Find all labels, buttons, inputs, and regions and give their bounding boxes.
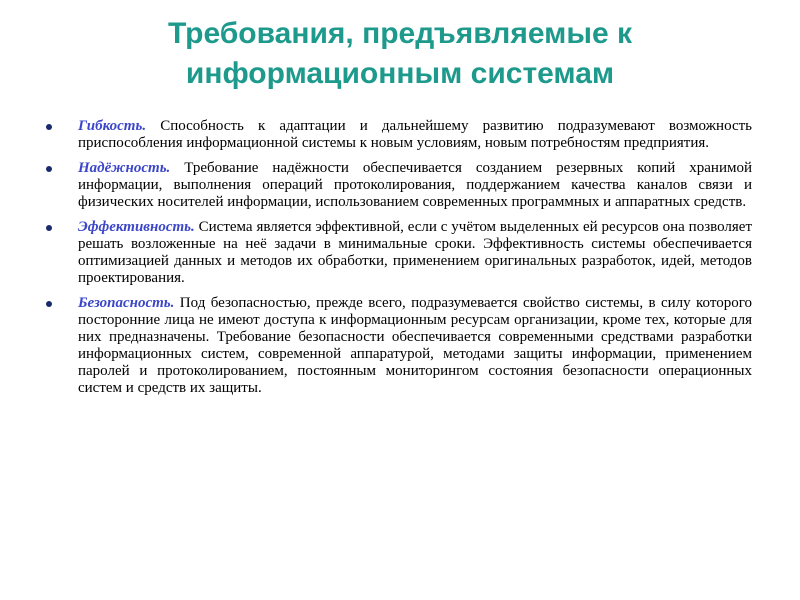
bullet-dot-icon [46,124,52,130]
bullet-item-reliability [44,160,752,211]
bullet-term: Эффективность. [78,219,195,235]
bullet-text: Способность к адаптации и дальнейшему развитию подразумевают возможность приспособления информационной системы к новым условиям, новым потребностям предприятия. [78,118,752,151]
bullet-item-efficiency [44,219,752,287]
slide-title [40,14,760,94]
bullet-item-flexibility [44,118,752,152]
bullet-text: Система является эффективной, если с учётом выделенных ей ресурсов она позволяет решать возложенные на неё задачи в минимальные сроки. Эффективность системы обеспечивается оптимизацией данных и методов их обработки, применением оригинальных разработок, идей, методов проектирования. [78,219,752,286]
bullet-list [44,118,752,405]
title-line-1: Требования, предъявляемые к [167,17,633,50]
bullet-item-security [44,295,752,397]
bullet-text: Под безопасностью, прежде всего, подразумевается свойство системы, в силу которого посторонние лица не имеют доступа к информационным ресурсам организации, кроме тех, которые для них предназначены. Требование безопасности обеспечивается современными средствами разработки информационных систем, современной аппаратурой, методами защиты информации, применением паролей и протоколированием, постоянным мониторингом состояния безопасности операционных систем и средств их защиты. [78,295,752,396]
bullet-term: Безопасность. [78,295,175,311]
bullet-term: Гибкость. [78,118,147,134]
bullet-term: Надёжность. [78,160,171,176]
title-line-2: информационным системам [185,57,615,90]
bullet-text: Требование надёжности обеспечивается созданием резервных копий хранимой информации, выполнения операций протоколирования, поддержанием качества каналов связи и физических носителей информации, использованием современных программных и аппаратных средств. [78,160,752,210]
bullet-dot-icon [46,301,52,307]
bullet-dot-icon [46,166,52,172]
bullet-dot-icon [46,225,52,231]
